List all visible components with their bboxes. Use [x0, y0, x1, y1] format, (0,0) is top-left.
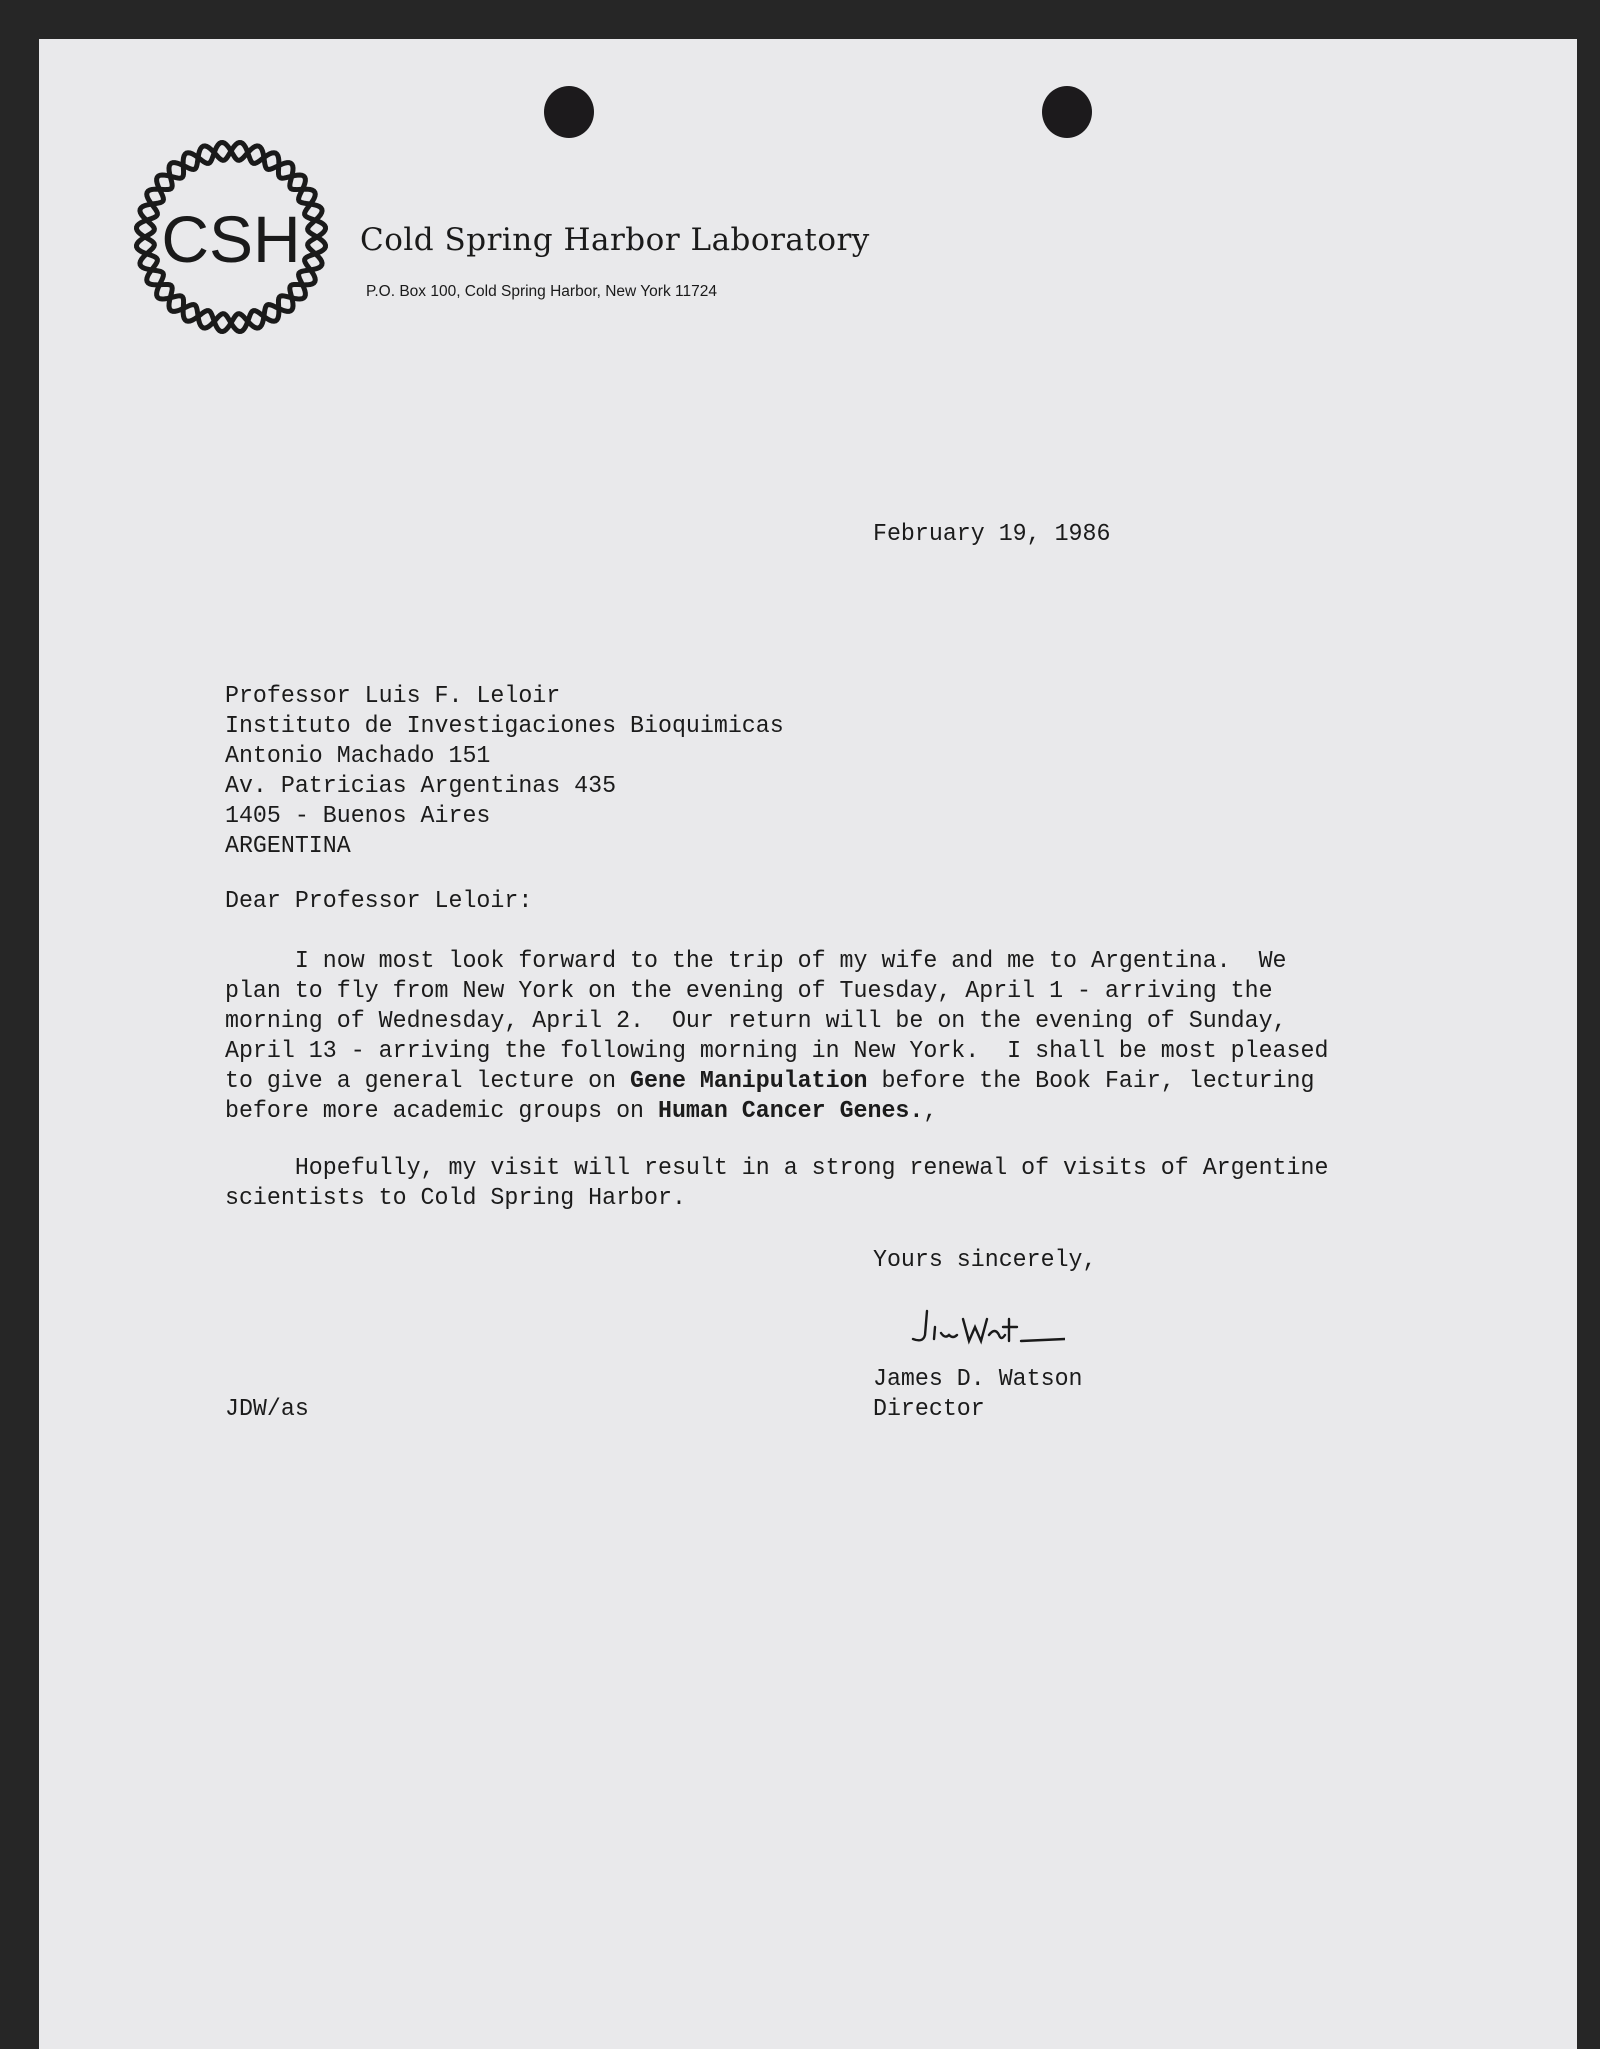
bold-topic: Human Cancer Genes.	[657, 1098, 924, 1125]
organization-name: Cold Spring Harbor Laboratory	[360, 222, 870, 258]
recipient-line: Professor Luis F. Leloir	[225, 683, 561, 710]
recipient-line: Av. Patricias Argentinas 435	[225, 773, 617, 800]
body-line: Hopefully, my visit will result in a strong renewal of visits of Argentine	[225, 1155, 1329, 1182]
signer-title: Director	[873, 1396, 985, 1423]
body-line	[225, 1097, 1328, 1127]
text: before the Book Fair, lecturing	[867, 1068, 1315, 1095]
organization-address: P.O. Box 100, Cold Spring Harbor, New York 11724	[366, 283, 717, 300]
text: ,	[923, 1098, 938, 1125]
punch-hole	[1042, 86, 1092, 138]
recipient-line: Antonio Machado 151	[225, 743, 491, 770]
salutation: Dear Professor Leloir:	[225, 888, 533, 915]
handwritten-signature	[905, 1305, 1065, 1355]
body-line: April 13 - arriving the following morning in New York. I shall be most pleased	[225, 1038, 1329, 1065]
punch-hole	[544, 86, 594, 138]
body-line: scientists to Cold Spring Harbor.	[225, 1185, 686, 1212]
text: to give a general lecture on	[225, 1068, 631, 1095]
recipient-line: 1405 - Buenos Aires	[225, 803, 491, 830]
recipient-address	[225, 682, 784, 862]
body-line	[225, 1067, 1328, 1097]
body-line: plan to fly from New York on the evening of Tuesday, April 1 - arriving the	[225, 978, 1273, 1005]
recipient-line: ARGENTINA	[225, 833, 351, 860]
typist-initials: JDW/as	[225, 1396, 309, 1423]
logo-text: CSH	[161, 202, 301, 276]
text: before more academic groups on	[225, 1098, 658, 1125]
recipient-line: Instituto de Investigaciones Bioquimicas	[225, 713, 784, 740]
signer-name: James D. Watson	[873, 1366, 1083, 1393]
body-line: I now most look forward to the trip of my wife and me to Argentina. We	[225, 948, 1287, 975]
bold-topic: Gene Manipulation	[630, 1068, 868, 1095]
paragraph-1	[225, 947, 1328, 1127]
body-line: morning of Wednesday, April 2. Our return will be on the evening of Sunday,	[225, 1008, 1287, 1035]
letter-date: February 19, 1986	[873, 521, 1111, 548]
csh-logo	[128, 134, 334, 340]
paragraph-2	[225, 1154, 1328, 1214]
closing: Yours sincerely,	[873, 1247, 1097, 1274]
